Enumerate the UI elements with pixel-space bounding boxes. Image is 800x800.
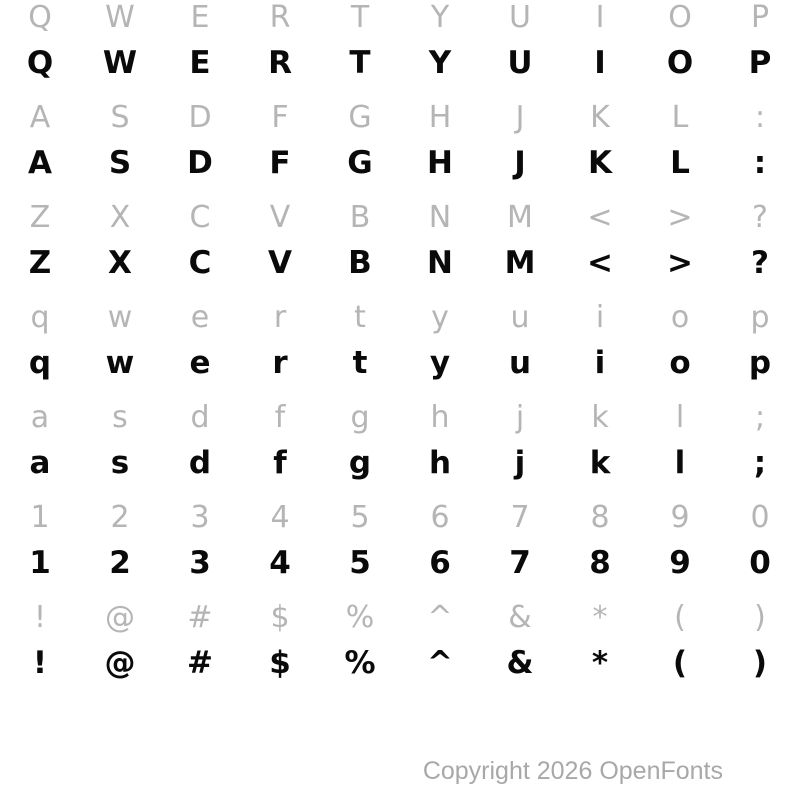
glyph-cell: U [507,45,533,81]
glyph-cell: f [274,400,286,435]
glyph-cell: R [269,0,291,35]
glyph-cell: F [271,100,289,135]
glyph-cell: H [427,145,453,181]
glyph-cell: w [105,345,135,381]
glyph-cell: @ [104,645,136,681]
glyph-cell: W [102,45,138,81]
glyph-cell: C [189,200,211,235]
glyph-cell: & [506,645,534,681]
glyph-cell: R [268,45,292,81]
muted-line-uppercase-top-row [0,0,800,36]
copyright-text: Copyright 2026 OpenFonts [422,757,723,785]
glyph-cell: # [187,645,213,681]
ink-line-digits-row [0,536,800,590]
glyph-cell: 4 [269,545,291,581]
glyph-cell: * [591,645,609,681]
glyph-cell: 0 [750,500,770,535]
ink-line-uppercase-bottom-row [0,236,800,290]
glyph-cell: % [345,600,375,635]
glyph-cell: G [347,145,373,181]
glyph-cell: U [509,0,531,35]
glyph-cell: V [268,245,292,281]
glyph-cell: < [587,200,613,235]
glyph-cell: 6 [429,545,451,581]
ink-line-uppercase-home-row [0,136,800,190]
glyph-cell: p [748,345,772,381]
glyph-cell: B [349,200,371,235]
glyph-cell: 5 [349,545,371,581]
glyph-cell: C [188,245,212,281]
glyph-cell: O [668,0,692,35]
glyph-cell: 6 [430,500,450,535]
glyph-cell: y [431,300,449,335]
glyph-cell: j [515,400,525,435]
glyph-cell: J [515,100,525,135]
glyph-cell: F [269,145,291,181]
glyph-cell: e [190,300,210,335]
glyph-cell: u [508,345,532,381]
glyph-row-pair-uppercase-top-row [0,0,800,100]
glyph-cell: h [430,400,450,435]
glyph-cell: i [594,345,606,381]
glyph-cell: < [587,245,613,281]
glyph-cell: $ [269,645,291,681]
glyph-row-pair-uppercase-home-row [0,100,800,200]
glyph-cell: 3 [189,545,211,581]
glyph-cell: P [750,0,770,35]
glyph-cell: P [748,45,772,81]
glyph-cell: Q [28,0,52,35]
muted-line-symbols-row [0,600,800,636]
ink-line-lowercase-top-row [0,336,800,390]
glyph-cell: ; [754,400,766,435]
muted-line-uppercase-bottom-row [0,200,800,236]
glyph-cell: ? [752,200,768,235]
glyph-cell: % [344,645,376,681]
glyph-cell: i [595,300,605,335]
glyph-cell: @ [105,600,135,635]
glyph-cell: w [107,300,133,335]
glyph-cell: t [352,345,368,381]
glyph-cell: N [427,245,453,281]
glyph-row-pair-uppercase-bottom-row [0,200,800,300]
glyph-cell: ) [752,645,768,681]
glyph-cell: 5 [350,500,370,535]
glyph-cell: I [594,45,606,81]
glyph-cell: p [750,300,770,335]
glyph-cell: 9 [669,545,691,581]
ink-line-lowercase-home-row [0,436,800,490]
glyph-cell: & [508,600,532,635]
glyph-cell: g [350,400,370,435]
glyph-row-pair-lowercase-top-row [0,300,800,400]
glyph-cell: D [188,100,212,135]
glyph-cell: u [510,300,530,335]
glyph-cell: q [28,345,52,381]
glyph-cell: k [589,445,611,481]
glyph-cell: Z [28,245,52,281]
glyph-cell: : [754,100,766,135]
glyph-cell: o [669,345,691,381]
glyph-cell: 2 [109,545,131,581]
glyph-cell: M [504,245,536,281]
glyph-cell: X [108,245,132,281]
glyph-cell: T [349,45,371,81]
glyph-cell: 4 [270,500,290,535]
glyph-cell: 1 [29,545,51,581]
glyph-cell: G [348,100,372,135]
glyph-row-pair-symbols-row [0,600,800,700]
glyph-cell: l [674,445,686,481]
glyph-cell: Y [428,45,452,81]
glyph-cell: s [112,400,128,435]
glyph-cell: T [350,0,370,35]
glyph-cell: q [30,300,50,335]
glyph-cell: K [590,100,610,135]
glyph-cell: t [354,300,366,335]
glyph-cell: N [428,200,452,235]
glyph-cell: f [273,445,287,481]
glyph-cell: ? [751,245,769,281]
glyph-cell: r [272,345,288,381]
ink-line-uppercase-top-row [0,36,800,90]
glyph-cell: y [429,345,451,381]
glyph-cell: 8 [589,545,611,581]
glyph-cell: a [30,400,50,435]
glyph-cell: 7 [510,500,530,535]
glyph-cell: ( [672,645,688,681]
muted-line-lowercase-top-row [0,300,800,336]
glyph-cell: ) [754,600,766,635]
glyph-cell: K [587,145,613,181]
glyph-cell: J [514,145,526,181]
glyph-cell: D [187,145,213,181]
glyph-cell: E [190,0,210,35]
glyph-cell: d [188,445,212,481]
glyph-cell: j [514,445,526,481]
glyph-cell: # [187,600,213,635]
glyph-cell: ! [33,600,47,635]
glyph-cell: h [428,445,452,481]
glyph-cell: e [189,345,211,381]
glyph-cell: > [667,200,693,235]
glyph-cell: 8 [590,500,610,535]
glyph-cell: S [110,100,130,135]
glyph-row-pair-lowercase-home-row [0,400,800,500]
glyph-cell: $ [270,600,290,635]
glyph-cell: l [675,400,685,435]
glyph-cell: 1 [30,500,50,535]
glyph-cell: A [28,145,52,181]
glyph-cell: H [428,100,452,135]
glyph-cell: : [753,145,767,181]
glyph-cell: A [29,100,51,135]
glyph-cell: ^ [427,645,453,681]
glyph-cell: d [190,400,210,435]
glyph-cell: ; [753,445,767,481]
glyph-cell: V [269,200,291,235]
glyph-cell: E [189,45,211,81]
glyph-cell: r [273,300,287,335]
glyph-cell: L [670,145,690,181]
glyph-cell: B [348,245,372,281]
glyph-cell: Y [430,0,450,35]
glyph-cell: g [348,445,372,481]
glyph-cell: Q [26,45,54,81]
muted-line-uppercase-home-row [0,100,800,136]
glyph-cell: Z [29,200,51,235]
ink-line-symbols-row [0,636,800,690]
glyph-cell: I [595,0,605,35]
glyph-cell: k [591,400,609,435]
glyph-cell: W [105,0,135,35]
glyph-cell: > [667,245,693,281]
glyph-cell: ^ [427,600,453,635]
muted-line-digits-row [0,500,800,536]
glyph-cell: ( [674,600,686,635]
glyph-cell: ! [32,645,48,681]
glyph-row-pair-digits-row [0,500,800,600]
glyph-cell: M [507,200,533,235]
glyph-cell: X [109,200,131,235]
glyph-cell: L [671,100,689,135]
glyph-cell: * [592,600,608,635]
glyph-cell: 0 [749,545,771,581]
glyph-cell: 7 [509,545,531,581]
glyph-cell: 9 [670,500,690,535]
muted-line-lowercase-home-row [0,400,800,436]
glyph-cell: a [29,445,51,481]
glyph-cell: 3 [190,500,210,535]
glyph-cell: O [666,45,694,81]
glyph-cell: o [670,300,690,335]
glyph-cell: S [108,145,132,181]
glyph-cell: 2 [110,500,130,535]
glyph-cell: s [110,445,130,481]
